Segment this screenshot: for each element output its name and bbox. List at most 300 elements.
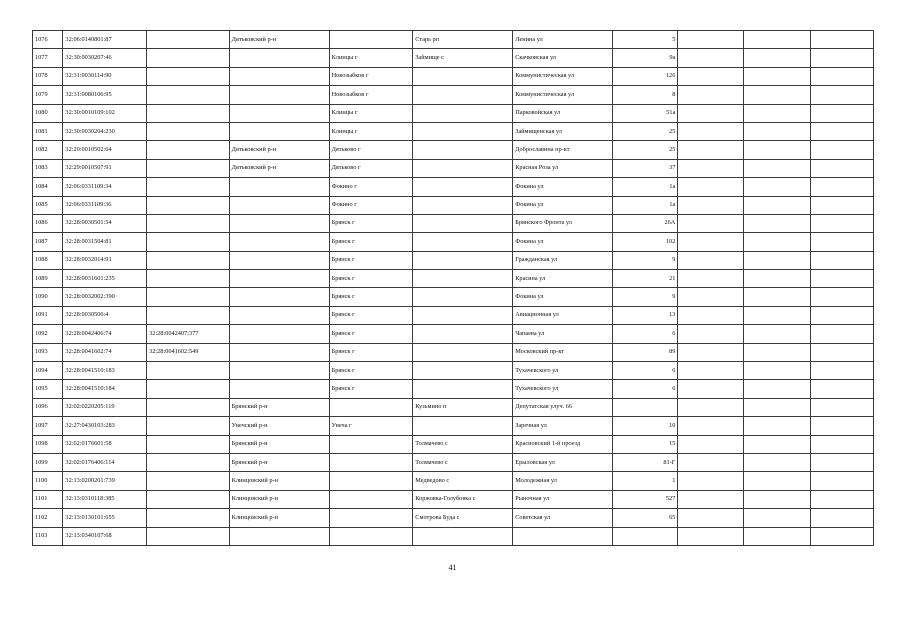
col-9-cell	[678, 159, 743, 177]
district-cell	[229, 306, 329, 324]
street-cell: Молодежная ул	[513, 472, 613, 490]
col-11-cell	[810, 178, 873, 196]
row-number-cell: 1088	[33, 251, 63, 269]
district-cell: Дятьковский р-н	[229, 141, 329, 159]
row-number-cell: 1089	[33, 270, 63, 288]
col-9-cell	[678, 49, 743, 67]
col-10-cell	[743, 67, 810, 85]
col-11-cell	[810, 196, 873, 214]
row-number-cell: 1102	[33, 509, 63, 527]
settlement-cell	[413, 306, 513, 324]
settlement-cell	[413, 104, 513, 122]
table-row	[33, 141, 874, 159]
cadastral-number-2-cell	[147, 233, 230, 251]
col-9-cell	[678, 490, 743, 508]
col-11-cell	[810, 325, 873, 343]
district-cell	[229, 214, 329, 232]
table-row	[33, 453, 874, 471]
city-cell: Клинцы г	[329, 104, 413, 122]
cadastral-number-cell: 32:13:0200201:739	[63, 472, 147, 490]
street-cell: Красная Роза ул	[513, 159, 613, 177]
district-cell	[229, 178, 329, 196]
col-10-cell	[743, 49, 810, 67]
col-9-cell	[678, 417, 743, 435]
cadastral-number-2-cell	[147, 362, 230, 380]
city-cell	[329, 527, 413, 545]
settlement-cell	[413, 251, 513, 269]
col-10-cell	[743, 178, 810, 196]
col-9-cell	[678, 380, 743, 398]
street-cell: Доброславина пр-кт	[513, 141, 613, 159]
house-number-cell: 51а	[613, 104, 678, 122]
street-cell: Депутатская улуч. 66	[513, 398, 613, 416]
row-number-cell: 1096	[33, 398, 63, 416]
col-11-cell	[810, 435, 873, 453]
street-cell: Авиационная ул	[513, 306, 613, 324]
house-number-cell: 26А	[613, 214, 678, 232]
col-10-cell	[743, 453, 810, 471]
street-cell: Красина ул	[513, 270, 613, 288]
house-number-cell: 10	[613, 417, 678, 435]
table-body	[33, 31, 874, 546]
city-cell: Дятьково г	[329, 159, 413, 177]
house-number-cell: 5	[613, 31, 678, 49]
street-cell: Фокина ул	[513, 196, 613, 214]
house-number-cell: 13	[613, 306, 678, 324]
house-number-cell: 1	[613, 472, 678, 490]
table-row	[33, 214, 874, 232]
row-number-cell: 1095	[33, 380, 63, 398]
city-cell: Клинцы г	[329, 49, 413, 67]
district-cell	[229, 49, 329, 67]
district-cell: Клинцовский р-н	[229, 509, 329, 527]
city-cell: Брянск г	[329, 288, 413, 306]
city-cell: Брянск г	[329, 270, 413, 288]
table-row	[33, 435, 874, 453]
row-number-cell: 1085	[33, 196, 63, 214]
cadastral-number-2-cell	[147, 288, 230, 306]
house-number-cell: 6	[613, 325, 678, 343]
row-number-cell: 1101	[33, 490, 63, 508]
settlement-cell	[413, 362, 513, 380]
col-10-cell	[743, 288, 810, 306]
city-cell	[329, 453, 413, 471]
city-cell: Брянск г	[329, 306, 413, 324]
row-number-cell: 1078	[33, 67, 63, 85]
settlement-cell	[413, 380, 513, 398]
col-11-cell	[810, 288, 873, 306]
settlement-cell	[413, 527, 513, 545]
street-cell: Красновский 1-й проезд	[513, 435, 613, 453]
table-row	[33, 417, 874, 435]
col-9-cell	[678, 104, 743, 122]
street-cell: Заречная ул	[513, 417, 613, 435]
district-cell	[229, 67, 329, 85]
city-cell: Брянск г	[329, 214, 413, 232]
col-11-cell	[810, 122, 873, 140]
house-number-cell: 9	[613, 251, 678, 269]
cadastral-number-cell: 32:31:0080106:95	[63, 86, 147, 104]
row-number-cell: 1080	[33, 104, 63, 122]
city-cell	[329, 435, 413, 453]
table-row	[33, 104, 874, 122]
street-cell: Фокина ул	[513, 233, 613, 251]
col-9-cell	[678, 453, 743, 471]
cadastral-number-cell: 32:31:0030114:90	[63, 67, 147, 85]
cadastral-number-2-cell	[147, 435, 230, 453]
cadastral-number-2-cell	[147, 178, 230, 196]
street-cell: Московский пр-кт	[513, 343, 613, 361]
district-cell	[229, 251, 329, 269]
city-cell: Фокино г	[329, 196, 413, 214]
cadastral-number-2-cell	[147, 380, 230, 398]
district-cell	[229, 122, 329, 140]
house-number-cell	[613, 527, 678, 545]
row-number-cell: 1100	[33, 472, 63, 490]
house-number-cell: 527	[613, 490, 678, 508]
col-11-cell	[810, 417, 873, 435]
settlement-cell	[413, 417, 513, 435]
city-cell	[329, 490, 413, 508]
row-number-cell: 1099	[33, 453, 63, 471]
col-10-cell	[743, 104, 810, 122]
row-number-cell: 1094	[33, 362, 63, 380]
settlement-cell	[413, 67, 513, 85]
col-10-cell	[743, 398, 810, 416]
cadastral-number-2-cell: 32:28:0041602:549	[147, 343, 230, 361]
settlement-cell: Займище с	[413, 49, 513, 67]
row-number-cell: 1077	[33, 49, 63, 67]
col-11-cell	[810, 306, 873, 324]
col-9-cell	[678, 325, 743, 343]
city-cell: Новозыбков г	[329, 86, 413, 104]
district-cell	[229, 233, 329, 251]
col-11-cell	[810, 527, 873, 545]
house-number-cell: 6	[613, 362, 678, 380]
col-9-cell	[678, 214, 743, 232]
cadastral-number-2-cell	[147, 122, 230, 140]
col-9-cell	[678, 527, 743, 545]
cadastral-number-cell: 32:13:0310118:385	[63, 490, 147, 508]
col-11-cell	[810, 159, 873, 177]
table-row	[33, 31, 874, 49]
cadastral-number-2-cell	[147, 49, 230, 67]
col-11-cell	[810, 398, 873, 416]
row-number-cell: 1083	[33, 159, 63, 177]
settlement-cell: Смотрова Буда с	[413, 509, 513, 527]
district-cell	[229, 343, 329, 361]
col-9-cell	[678, 141, 743, 159]
row-number-cell: 1082	[33, 141, 63, 159]
table-row	[33, 398, 874, 416]
col-9-cell	[678, 67, 743, 85]
table-row	[33, 251, 874, 269]
cadastral-number-2-cell	[147, 141, 230, 159]
settlement-cell	[413, 343, 513, 361]
cadastral-number-cell: 32:20:0010502:64	[63, 141, 147, 159]
col-9-cell	[678, 122, 743, 140]
cadastral-number-2-cell	[147, 527, 230, 545]
cadastral-number-cell: 32:29:0010507:91	[63, 159, 147, 177]
settlement-cell: Толмачево с	[413, 453, 513, 471]
settlement-cell: Кузьмино п	[413, 398, 513, 416]
cadastral-number-2-cell	[147, 104, 230, 122]
house-number-cell: 6	[613, 380, 678, 398]
cadastral-number-2-cell	[147, 214, 230, 232]
street-cell: Фокина ул	[513, 178, 613, 196]
row-number-cell: 1079	[33, 86, 63, 104]
table-row	[33, 343, 874, 361]
cadastral-number-cell: 32:13:0130101:655	[63, 509, 147, 527]
table-row	[33, 122, 874, 140]
cadastral-number-cell: 32:27:0430103:283	[63, 417, 147, 435]
street-cell: Гражданская ул	[513, 251, 613, 269]
cadastral-number-2-cell: 32:28:0042407:377	[147, 325, 230, 343]
cadastral-number-2-cell	[147, 453, 230, 471]
row-number-cell: 1084	[33, 178, 63, 196]
table-row	[33, 49, 874, 67]
col-10-cell	[743, 270, 810, 288]
settlement-cell	[413, 196, 513, 214]
settlement-cell	[413, 141, 513, 159]
district-cell	[229, 104, 329, 122]
district-cell	[229, 380, 329, 398]
col-10-cell	[743, 472, 810, 490]
district-cell	[229, 86, 329, 104]
house-number-cell: 102	[613, 233, 678, 251]
col-10-cell	[743, 435, 810, 453]
house-number-cell: 37	[613, 159, 678, 177]
district-cell	[229, 362, 329, 380]
cadastral-number-cell: 32:02:0176406:114	[63, 453, 147, 471]
col-11-cell	[810, 251, 873, 269]
city-cell: Клинцы г	[329, 122, 413, 140]
street-cell: Советская ул	[513, 509, 613, 527]
cadastral-number-2-cell	[147, 490, 230, 508]
street-cell: Фокина ул	[513, 288, 613, 306]
col-10-cell	[743, 86, 810, 104]
district-cell	[229, 288, 329, 306]
district-cell	[229, 196, 329, 214]
cadastral-number-cell: 32:28:0042406:74	[63, 325, 147, 343]
street-cell: Парковойская ул	[513, 104, 613, 122]
col-10-cell	[743, 214, 810, 232]
cadastral-number-cell: 32:13:0340107:68	[63, 527, 147, 545]
col-10-cell	[743, 141, 810, 159]
row-number-cell: 1091	[33, 306, 63, 324]
house-number-cell: 1а	[613, 178, 678, 196]
street-cell: Займищенская ул	[513, 122, 613, 140]
col-11-cell	[810, 472, 873, 490]
cadastral-number-cell: 32:28:0030501:54	[63, 214, 147, 232]
page-number: 41	[448, 563, 457, 572]
row-number-cell: 1086	[33, 214, 63, 232]
settlement-cell: Медведово с	[413, 472, 513, 490]
settlement-cell	[413, 233, 513, 251]
house-number-cell	[613, 398, 678, 416]
col-9-cell	[678, 398, 743, 416]
col-9-cell	[678, 306, 743, 324]
table-row	[33, 472, 874, 490]
col-9-cell	[678, 86, 743, 104]
col-11-cell	[810, 490, 873, 508]
house-number-cell: 126	[613, 67, 678, 85]
district-cell: Брянский р-н	[229, 453, 329, 471]
col-11-cell	[810, 104, 873, 122]
house-number-cell: 1а	[613, 196, 678, 214]
cadastral-number-2-cell	[147, 251, 230, 269]
col-10-cell	[743, 31, 810, 49]
house-number-cell: 8	[613, 86, 678, 104]
row-number-cell: 1103	[33, 527, 63, 545]
cadastral-number-cell: 32:02:0176601:58	[63, 435, 147, 453]
district-cell: Клинцовский р-н	[229, 490, 329, 508]
settlement-cell	[413, 214, 513, 232]
cadastral-number-cell: 32:06:0331109:36	[63, 196, 147, 214]
col-9-cell	[678, 196, 743, 214]
col-10-cell	[743, 417, 810, 435]
cadastral-number-cell: 32:28:0032014:91	[63, 251, 147, 269]
table-row	[33, 233, 874, 251]
col-10-cell	[743, 490, 810, 508]
city-cell	[329, 472, 413, 490]
col-11-cell	[810, 214, 873, 232]
table-row	[33, 288, 874, 306]
street-cell: Коммунистическая ул	[513, 86, 613, 104]
district-cell	[229, 325, 329, 343]
table-row	[33, 270, 874, 288]
cadastral-number-2-cell	[147, 306, 230, 324]
col-9-cell	[678, 178, 743, 196]
cadastral-number-2-cell	[147, 67, 230, 85]
table-row	[33, 490, 874, 508]
street-cell: Ленина ул	[513, 31, 613, 49]
cadastral-number-cell: 32:28:0031601:235	[63, 270, 147, 288]
cadastral-number-2-cell	[147, 31, 230, 49]
cadastral-number-2-cell	[147, 509, 230, 527]
settlement-cell: Коржовка-Голубовка с	[413, 490, 513, 508]
table-row	[33, 306, 874, 324]
settlement-cell	[413, 270, 513, 288]
cadastral-number-2-cell	[147, 159, 230, 177]
city-cell: Брянск г	[329, 325, 413, 343]
cadastral-number-2-cell	[147, 472, 230, 490]
table-row	[33, 325, 874, 343]
col-11-cell	[810, 49, 873, 67]
col-9-cell	[678, 362, 743, 380]
col-10-cell	[743, 196, 810, 214]
house-number-cell: 25	[613, 141, 678, 159]
settlement-cell	[413, 325, 513, 343]
settlement-cell	[413, 178, 513, 196]
street-cell	[513, 527, 613, 545]
district-cell: Брянский р-н	[229, 435, 329, 453]
cadastral-number-cell: 32:06:0331109:34	[63, 178, 147, 196]
district-cell: Клинцовский р-н	[229, 472, 329, 490]
street-cell: Коммунистическая ул	[513, 67, 613, 85]
cadastral-number-2-cell	[147, 270, 230, 288]
table-row	[33, 86, 874, 104]
cadastral-number-cell: 32:30:0030207:46	[63, 49, 147, 67]
district-cell: Дятьковский р-н	[229, 31, 329, 49]
col-11-cell	[810, 380, 873, 398]
col-11-cell	[810, 362, 873, 380]
district-cell: Унечский р-н	[229, 417, 329, 435]
table-row	[33, 380, 874, 398]
cadastral-number-cell: 32:28:0041602:74	[63, 343, 147, 361]
row-number-cell: 1092	[33, 325, 63, 343]
cadastral-number-cell: 32:06:0140801:87	[63, 31, 147, 49]
col-10-cell	[743, 380, 810, 398]
col-10-cell	[743, 509, 810, 527]
cadastral-number-2-cell	[147, 86, 230, 104]
row-number-cell: 1093	[33, 343, 63, 361]
city-cell	[329, 398, 413, 416]
district-cell: Брянский р-н	[229, 398, 329, 416]
col-11-cell	[810, 86, 873, 104]
col-9-cell	[678, 509, 743, 527]
col-10-cell	[743, 306, 810, 324]
table-row	[33, 509, 874, 527]
col-9-cell	[678, 343, 743, 361]
col-9-cell	[678, 472, 743, 490]
cadastral-number-cell: 32:30:0010109:102	[63, 104, 147, 122]
city-cell: Брянск г	[329, 233, 413, 251]
cadastral-number-cell: 32:28:0030506:4	[63, 306, 147, 324]
cadastral-number-2-cell	[147, 398, 230, 416]
cadastral-number-2-cell	[147, 196, 230, 214]
house-number-cell: 9	[613, 288, 678, 306]
city-cell: Фокино г	[329, 178, 413, 196]
city-cell	[329, 509, 413, 527]
col-9-cell	[678, 31, 743, 49]
col-10-cell	[743, 527, 810, 545]
street-cell: Брянского Фронта ул	[513, 214, 613, 232]
city-cell: Дятьково г	[329, 141, 413, 159]
col-11-cell	[810, 453, 873, 471]
table-row	[33, 159, 874, 177]
col-11-cell	[810, 343, 873, 361]
table-row	[33, 362, 874, 380]
row-number-cell: 1098	[33, 435, 63, 453]
row-number-cell: 1097	[33, 417, 63, 435]
house-number-cell: 65	[613, 509, 678, 527]
city-cell: Брянск г	[329, 343, 413, 361]
house-number-cell: 9а	[613, 49, 678, 67]
city-cell: Унеча г	[329, 417, 413, 435]
cadastral-number-cell: 32:28:0041510:183	[63, 362, 147, 380]
row-number-cell: 1090	[33, 288, 63, 306]
table-row	[33, 196, 874, 214]
col-10-cell	[743, 343, 810, 361]
col-11-cell	[810, 233, 873, 251]
col-10-cell	[743, 159, 810, 177]
col-11-cell	[810, 141, 873, 159]
col-9-cell	[678, 435, 743, 453]
cadastral-number-cell: 32:28:0032002:390	[63, 288, 147, 306]
district-cell	[229, 270, 329, 288]
table-row	[33, 178, 874, 196]
settlement-cell: Толмачево с	[413, 435, 513, 453]
house-number-cell: 25	[613, 122, 678, 140]
col-11-cell	[810, 509, 873, 527]
col-10-cell	[743, 233, 810, 251]
col-9-cell	[678, 288, 743, 306]
cadastral-number-cell: 32:02:0220205:119	[63, 398, 147, 416]
settlement-cell	[413, 159, 513, 177]
row-number-cell: 1081	[33, 122, 63, 140]
settlement-cell	[413, 122, 513, 140]
